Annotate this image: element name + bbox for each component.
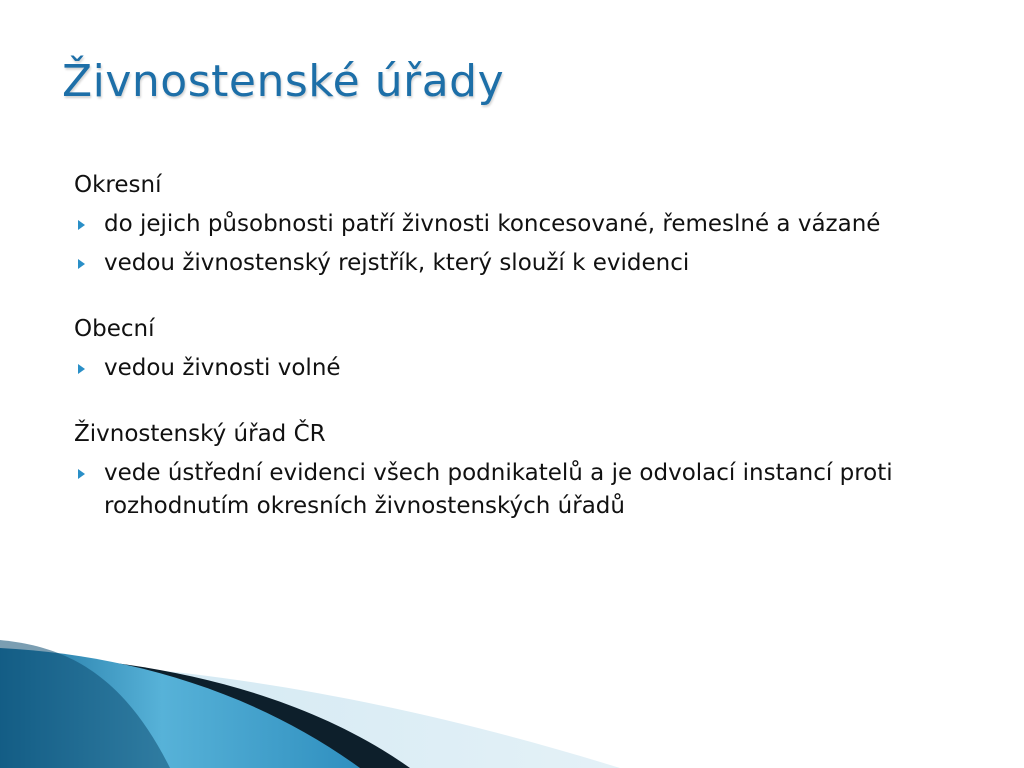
section-heading: Obecní <box>74 316 155 342</box>
bullet-list <box>74 208 954 280</box>
bullet-text: do jejich působnosti patří živnosti koncesované, řemeslné a vázané <box>104 211 881 237</box>
section-obecni <box>74 312 954 385</box>
bullet-item <box>74 457 954 523</box>
section-heading: Okresní <box>74 172 162 198</box>
bullet-item <box>74 208 954 241</box>
bullet-text: vede ústřední evidenci všech podnikatelů a je odvolací instancí proti rozhodnutím okresních živnostenských úřadů <box>104 460 893 519</box>
decorative-wave <box>0 640 1024 768</box>
section-heading: Živnostenský úřad ČR <box>74 421 326 447</box>
bullet-item <box>74 247 954 280</box>
triangle-bullet-icon <box>78 364 85 374</box>
bullet-list <box>74 457 954 523</box>
section-okresni <box>74 168 954 280</box>
bullet-text: vedou živnostenský rejstřík, který slouží k evidenci <box>104 250 690 276</box>
triangle-bullet-icon <box>78 220 85 230</box>
bullet-text: vedou živnosti volné <box>104 355 341 381</box>
bullet-list <box>74 352 954 385</box>
section-zivnostensky-urad-cr <box>74 417 954 523</box>
triangle-bullet-icon <box>78 469 85 479</box>
slide-title: Živnostenské úřady <box>62 56 505 107</box>
triangle-bullet-icon <box>78 259 85 269</box>
bullet-item <box>74 352 954 385</box>
slide-content <box>74 168 954 563</box>
